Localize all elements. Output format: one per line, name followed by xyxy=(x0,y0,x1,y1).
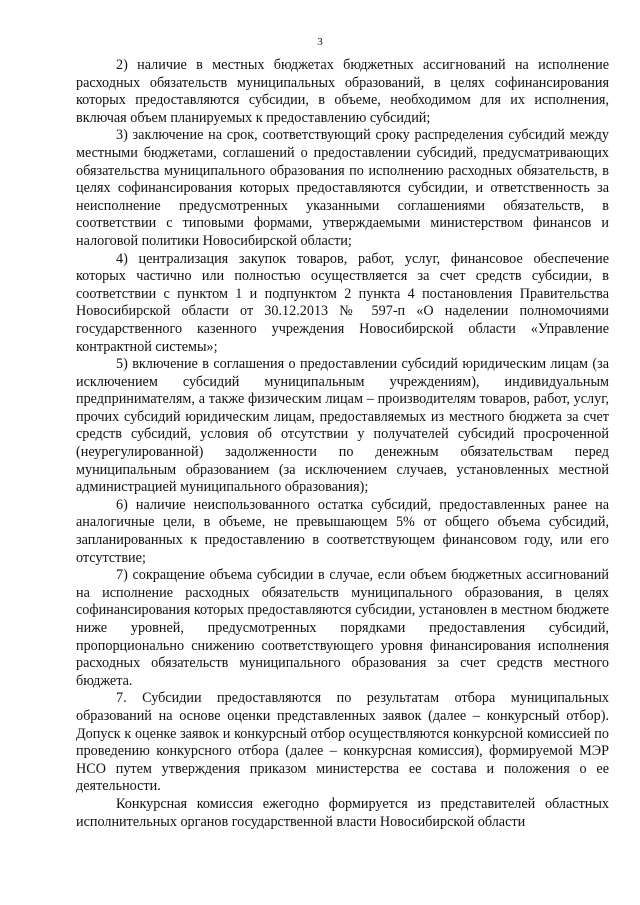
paragraph-commission: Конкурсная комиссия ежегодно формируется из представителей областных исполнительных органов государственной власти Новосибирской области xyxy=(76,795,609,830)
paragraph-item-6-unused-balance: 6) наличие неиспользованного остатка субсидий, предоставленных ранее на аналогичные цели, в объеме, не превышающем 5% от общего объема субсидий, запланированных к предоставлению в соответствующем финансовом году, или его отсутствие; xyxy=(76,496,609,566)
paragraph-item-7-reduction: 7) сокращение объема субсидии в случае, если объем бюджетных ассигнований на исполнение расходных обязательств муниципального образования, в целях софинансирования которых предоставляются субсидии, установлен в местном бюджете ниже уровней, предусмотренных порядками предоставления субсидий, пропорционально снижению соответствующего уровня финансирования исполнения расходных обязательств муниципального образования за счет средств местного бюджета. xyxy=(76,567,609,689)
paragraph-item-2-funding: 2) наличие в местных бюджетах бюджетных ассигнований на исполнение расходных обязательств муниципальных образований, в целях софинансирования которых предоставляются субсидии, в объеме, необходимом для их исполнения, включая объем планируемых к предоставлению субсидий; xyxy=(76,57,609,126)
paragraph-item-3-agreement: 3) заключение на срок, соответствующий сроку распределения субсидий между местными бюджетами, соглашений о предоставлении субсидий, предусматривающих обязательства муниципального образования по исполнению расходных обязательств, в целях софинансирования которых предоставляются субсидии, и ответственность за неисполнение предусмотренных указанными соглашениями обязательств, в соответствии с типовыми формами, утверждаемыми министерством финансов и налоговой политики Новосибирской области; xyxy=(76,127,609,249)
document-body xyxy=(76,57,609,831)
paragraph-section-7-selection: 7. Субсидии предоставляются по результатам отбора муниципальных образований на основе оценки представленных заявок (далее – конкурсный отбор). Допуск к оценке заявок и конкурсный отбор осуществляются конкурсной комиссией по проведению конкурсного отбора (далее – конкурсная комиссия), формируемой МЭР НСО путем утверждения приказом министерства ее состава и положения о ее деятельности. xyxy=(76,690,609,795)
paragraph-item-4-procurement: 4) централизация закупок товаров, работ, услуг, финансовое обеспечение которых частично или полностью осуществляется за счет средств субсидии, в соответствии с пунктом 1 и подпунктом 2 пункта 4 постановления Правительства Новосибирской области от 30.12.2013 № 597-п «О наделении полномочиями государственного казенного учреждения Новосибирской области «Управление контрактной системы»; xyxy=(76,250,609,355)
paragraph-item-5-conditions: 5) включение в соглашения о предоставлении субсидий юридическим лицам (за исключением субсидий муниципальным учреждениям), индивидуальным предпринимателям, а также физическим лицам – производителям товаров, работ, услуг, прочих субсидий юридическим лицам, предоставляемых из местного бюджета за счет средств субсидий, условия об отсутствии у получателей субсидий просроченной (неурегулированной) задолженности по денежным обязательствам перед муниципальным образованием (за исключением случаев, установленных местной администрацией муниципального образования); xyxy=(76,356,609,496)
page-number: 3 xyxy=(317,36,323,48)
